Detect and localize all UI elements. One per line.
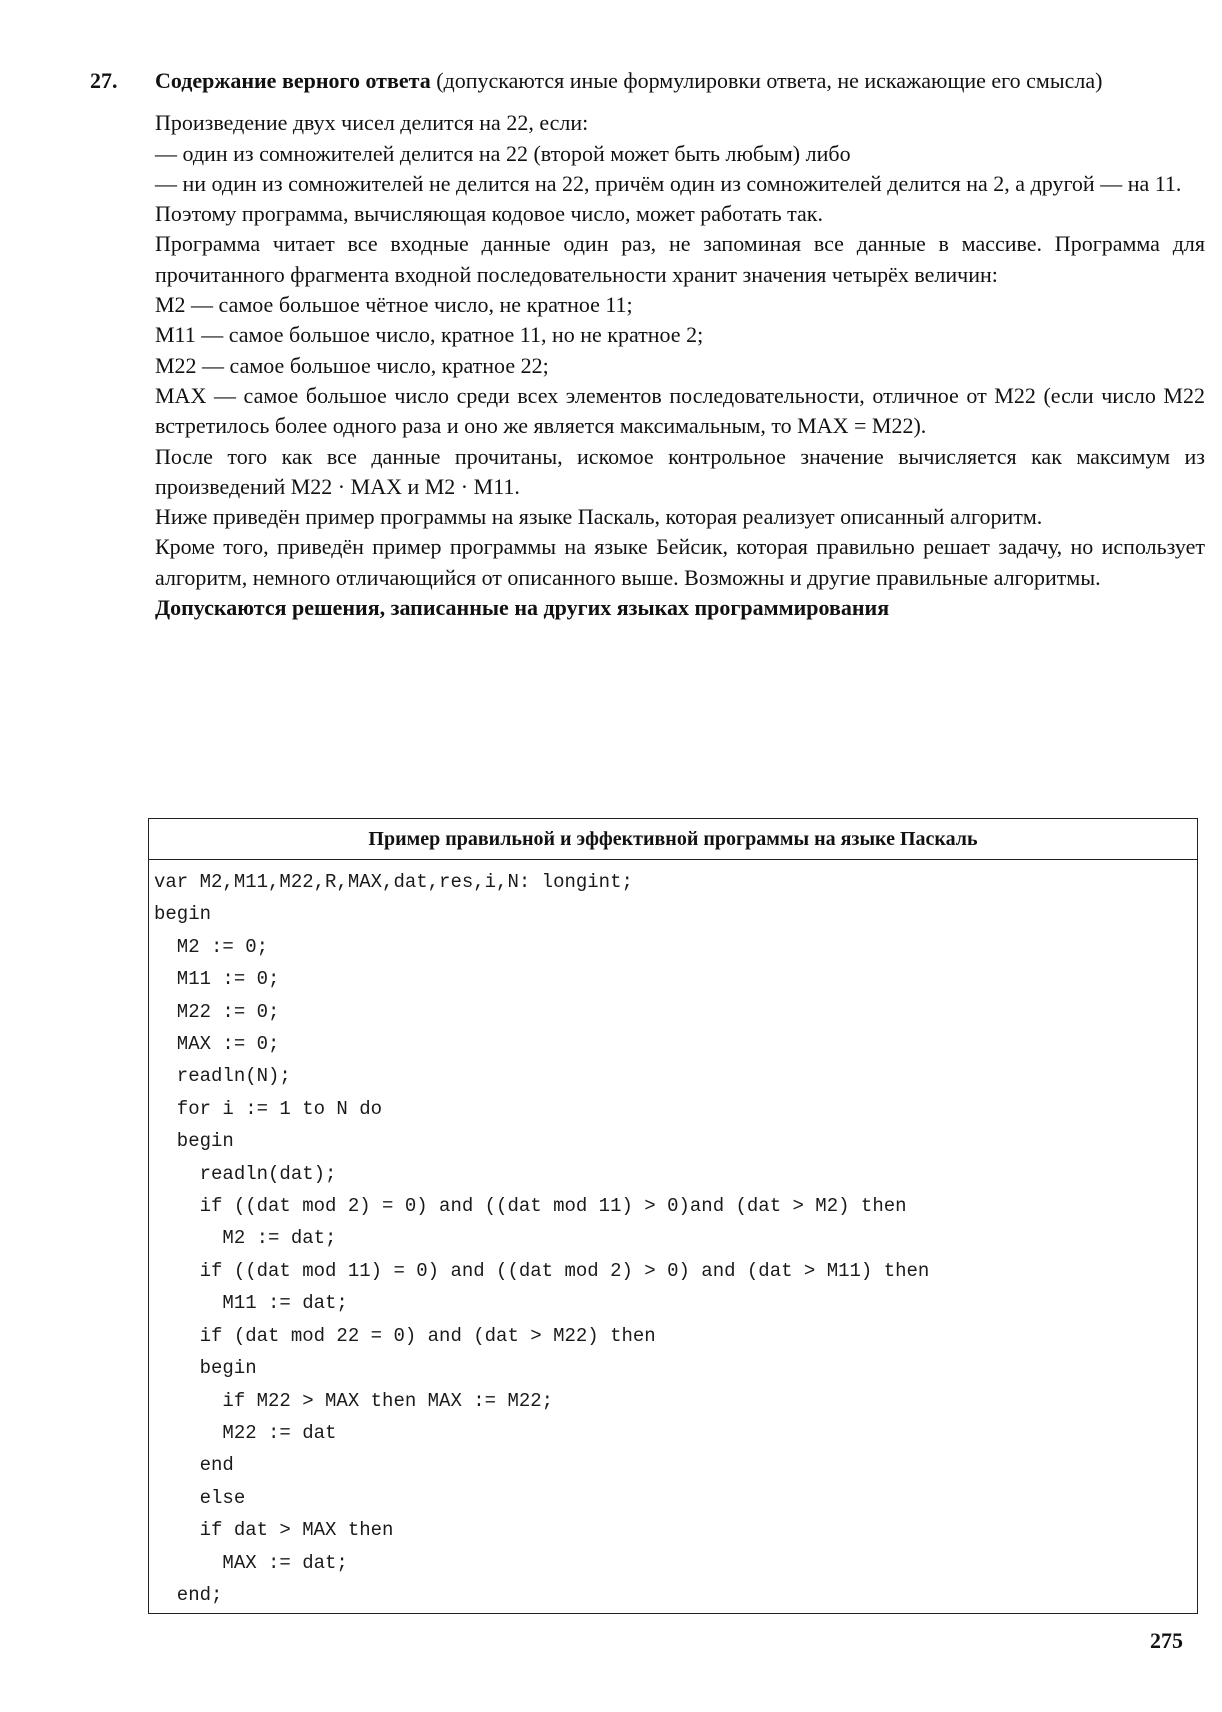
paragraph: Программа читает все входные данные один раз, не запоминая все данные в массиве. Программа для прочитанного фрагмента входной последовательности хранит значения четырёх величин: (155, 231, 1205, 287)
paragraph: Произведение двух чисел делится на 22, если: (155, 110, 589, 136)
list-item: — ни один из сомножителей не делится на 22, причём один из сомножителей делится на 2, а другой — на 11. (155, 170, 1182, 196)
code-table (148, 818, 1198, 1614)
question-title-rest: (допускаются иные формулировки ответа, не искажающие его смысла) (430, 68, 1103, 93)
question-title (155, 66, 1205, 96)
definition-m11: M11 — самое большое число, кратное 11, но не кратное 2; (155, 322, 704, 348)
question-title-bold: Содержание верного ответа (155, 68, 431, 93)
code-table-header: Пример правильной и эффективной программы на языке Паскаль (149, 819, 1197, 860)
definition-m2: M2 — самое большое чётное число, не кратное 11; (155, 292, 633, 318)
list-item: — один из сомножителей делится на 22 (второй может быть любым) либо (155, 140, 851, 166)
paragraph: Ниже приведён пример программы на языке Паскаль, которая реализует описанный алгоритм. (155, 504, 1043, 530)
answer-text (155, 66, 1205, 623)
page-number: 275 (1150, 1628, 1183, 1653)
definition-m22: M22 — самое большое число, кратное 22; (155, 352, 549, 378)
definition-max: MAX — самое большое число среди всех элементов последовательности, отличное от M22 (если число M22 встретилось более одного раза и оно же является максимальным, то MAX = M22). (155, 382, 1205, 439)
question-number: 27. (90, 68, 118, 93)
note-bold: Допускаются решения, записанные на других языках программирования (155, 595, 890, 621)
paragraph: Поэтому программа, вычисляющая кодовое число, может работать так. (155, 201, 823, 227)
pascal-code: var M2,M11,M22,R,MAX,dat,res,i,N: longint; begin M2 := 0; M11 := 0; M22 := 0; MAX := 0; readln(N); for i := 1 to N do begin readln(dat); if ((dat mod 2) = 0) and ((dat mod 11) > 0)and (dat > M2) then M2 := dat; if ((dat mod 11) = 0) and ((dat mod 2) > 0) and (dat > M11) then M11 := dat; if (dat mod 22 = 0) and (dat > M22) then begin if M22 > MAX then MAX := M22; M22 := dat end else if dat > MAX then MAX := dat; end; (154, 871, 930, 1606)
paragraph: После того как все данные прочитаны, искомое контрольное значение вычисляется как максимум из произведений M22 · MAX и M2 · M11. (155, 443, 1205, 499)
paragraph: Кроме того, приведён пример программы на языке Бейсик, которая правильно решает задачу, но использует алгоритм, немного отличающийся от описанного выше. Возможны и другие правильные алгоритмы. (155, 534, 1205, 590)
